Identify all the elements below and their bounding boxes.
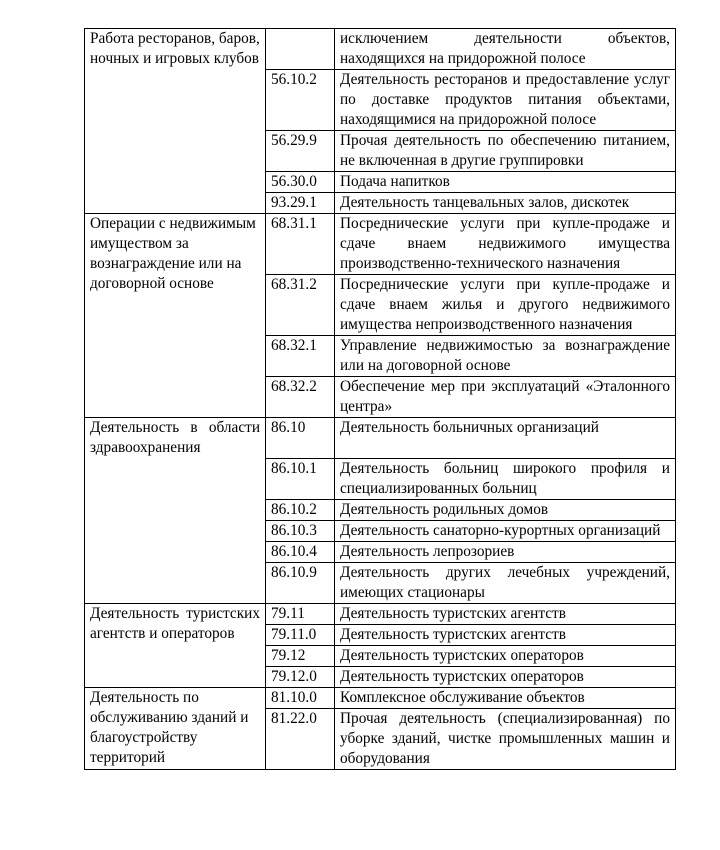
code-cell: 86.10.3 bbox=[266, 521, 335, 542]
code-cell: 68.31.1 bbox=[266, 214, 335, 275]
category-cell: Операции с недвижимым имуществом за вознаграждение или на договорной основе bbox=[85, 214, 266, 418]
description-cell: Посреднические услуги при купле-продаже и сдаче внаем жилья и другого недвижимого имущества непроизводственного назначения bbox=[335, 275, 676, 336]
code-cell: 79.12 bbox=[266, 646, 335, 667]
description-cell: Комплексное обслуживание объектов bbox=[335, 688, 676, 709]
description-cell: Деятельность санаторно-курортных организаций bbox=[335, 521, 676, 542]
description-cell: Деятельность туристских операторов bbox=[335, 646, 676, 667]
description-cell bbox=[335, 418, 676, 459]
code-cell: 56.30.0 bbox=[266, 172, 335, 193]
code-cell: 86.10.2 bbox=[266, 500, 335, 521]
code-cell: 68.32.1 bbox=[266, 336, 335, 377]
description-cell: Деятельность туристских агентств bbox=[335, 604, 676, 625]
code-cell: 81.10.0 bbox=[266, 688, 335, 709]
code-cell: 86.10.9 bbox=[266, 563, 335, 604]
code-cell: 79.11 bbox=[266, 604, 335, 625]
code-cell: 86.10 bbox=[266, 418, 335, 459]
description-cell: Деятельность ресторанов и предоставление услуг по доставке продуктов питания объектами, находящимися на придорожной полосе bbox=[335, 70, 676, 131]
table-row bbox=[85, 418, 676, 459]
empty-line bbox=[340, 438, 670, 458]
description-cell: Деятельность больниц широкого профиля и специализированных больниц bbox=[335, 459, 676, 500]
description-cell: Деятельность туристских операторов bbox=[335, 667, 676, 688]
description-cell: Деятельность других лечебных учреждений, имеющих стационары bbox=[335, 563, 676, 604]
table-row bbox=[85, 214, 676, 275]
code-cell: 68.32.2 bbox=[266, 377, 335, 418]
code-cell: 68.31.2 bbox=[266, 275, 335, 336]
code-cell: 81.22.0 bbox=[266, 709, 335, 770]
category-cell: Работа ресторанов, баров, ночных и игровых клубов bbox=[85, 29, 266, 214]
description-cell: Деятельность туристских агентств bbox=[335, 625, 676, 646]
description-cell: Деятельность лепрозориев bbox=[335, 542, 676, 563]
description-cell: Деятельность родильных домов bbox=[335, 500, 676, 521]
code-cell: 93.29.1 bbox=[266, 193, 335, 214]
code-cell: 79.12.0 bbox=[266, 667, 335, 688]
description-cell: Прочая деятельность (специализированная) по уборке зданий, чистке промышленных машин и оборудования bbox=[335, 709, 676, 770]
table-row bbox=[85, 604, 676, 625]
category-cell: Деятельность в области здравоохранения bbox=[85, 418, 266, 604]
table-row bbox=[85, 688, 676, 709]
description-cell: Управление недвижимостью за вознаграждение или на договорной основе bbox=[335, 336, 676, 377]
description-cell: Обеспечение мер при эксплуатаций «Эталонного центра» bbox=[335, 377, 676, 418]
description-cell: Подача напитков bbox=[335, 172, 676, 193]
category-cell: Деятельность туристских агентств и операторов bbox=[85, 604, 266, 688]
category-cell: Деятельность по обслуживанию зданий и благоустройству территорий bbox=[85, 688, 266, 770]
code-cell: 86.10.4 bbox=[266, 542, 335, 563]
code-cell: 86.10.1 bbox=[266, 459, 335, 500]
description-cell: Прочая деятельность по обеспечению питанием, не включенная в другие группировки bbox=[335, 131, 676, 172]
description-cell: исключением деятельности объектов, находящихся на придорожной полосе bbox=[335, 29, 676, 70]
code-cell bbox=[266, 29, 335, 70]
table-row bbox=[85, 29, 676, 70]
description-text: Деятельность больничных организаций bbox=[340, 419, 599, 436]
code-cell: 79.11.0 bbox=[266, 625, 335, 646]
description-cell: Деятельность танцевальных залов, дискотек bbox=[335, 193, 676, 214]
code-cell: 56.29.9 bbox=[266, 131, 335, 172]
code-cell: 56.10.2 bbox=[266, 70, 335, 131]
okved-table bbox=[84, 28, 676, 770]
description-cell: Посреднические услуги при купле-продаже и сдаче внаем недвижимого имущества производственно-технического назначения bbox=[335, 214, 676, 275]
